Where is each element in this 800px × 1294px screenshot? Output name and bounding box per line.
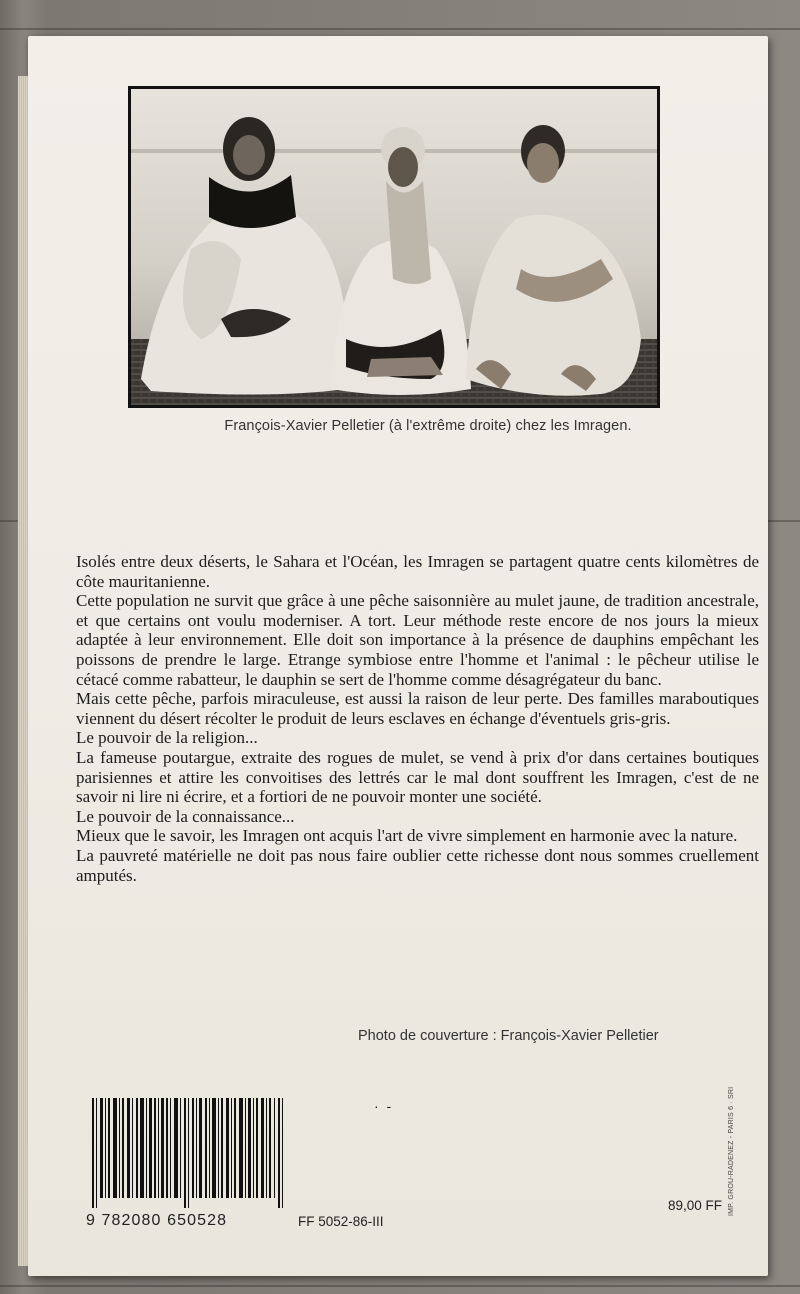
photo-credit: Photo de couverture : François-Xavier Pelletier xyxy=(358,1028,659,1044)
photo-caption: François-Xavier Pelletier (à l'extrême droite) chez les Imragen. xyxy=(224,418,632,434)
blurb-paragraph: Isolés entre deux déserts, le Sahara et l'Océan, les Imragen se partagent quatre cents kilomètres de côte mauritanienne. xyxy=(76,552,759,591)
floor-seam xyxy=(0,28,800,30)
price: 89,00 FF xyxy=(668,1198,723,1213)
blurb-paragraph: Mais cette pêche, parfois miraculeuse, est aussi la raison de leur perte. Des familles maraboutiques viennent du désert récolter le produit de leurs esclaves en échange d'éventuels gris-gris. xyxy=(76,689,759,728)
floor-seam xyxy=(0,1285,800,1287)
blurb-paragraph: Le pouvoir de la religion... xyxy=(76,728,258,748)
blurb-paragraph: La fameuse poutargue, extraite des rogues de mulet, se vend à prix d'or dans certaines boutiques parisiennes et attire les convoitises des lettrés car le mal dont souffrent les Imragen, c'est de ne savoir ni lire ni écrire, et a fortiori de ne pouvoir monter une société. xyxy=(76,747,759,807)
cover-photo xyxy=(128,86,660,408)
isbn-number: 9 782080 650528 xyxy=(86,1212,228,1229)
blurb-paragraph: La pauvreté matérielle ne doit pas nous faire oublier cette richesse dont nous sommes cruellement amputés. xyxy=(76,845,759,885)
decorative-dots: · - xyxy=(374,1098,392,1114)
blurb-paragraph: Le pouvoir de la connaissance... xyxy=(76,806,295,826)
book-back-cover xyxy=(28,36,768,1276)
photo-illustration xyxy=(131,89,657,405)
barcode-icon xyxy=(92,1098,290,1208)
blurb-text xyxy=(76,552,759,885)
blurb-paragraph: Mieux que le savoir, les Imragen ont acquis l'art de vivre simplement en harmonie avec la nature. xyxy=(76,826,738,846)
blurb-paragraph: Cette population ne survit que grâce à une pêche saisonnière au mulet jaune, de tradition ancestrale, et que certains ont voulu moderniser. A tort. Leur méthode reste encore de nos jours la mieux adaptée à leur environnement. Elle doit son importance à la présence de dauphins empêchant les poissons de prendre le large. Etrange symbiose entre l'homme et l'animal : le pêcheur utilise le cétacé comme rabatteur, le dauphin se sert de l'homme comme désagrégateur du banc. xyxy=(76,591,759,689)
product-code: FF 5052-86-III xyxy=(298,1214,384,1229)
printer-imprint: IMP. GROU-RADENEZ - PARIS 6 · SRI xyxy=(728,1086,735,1216)
